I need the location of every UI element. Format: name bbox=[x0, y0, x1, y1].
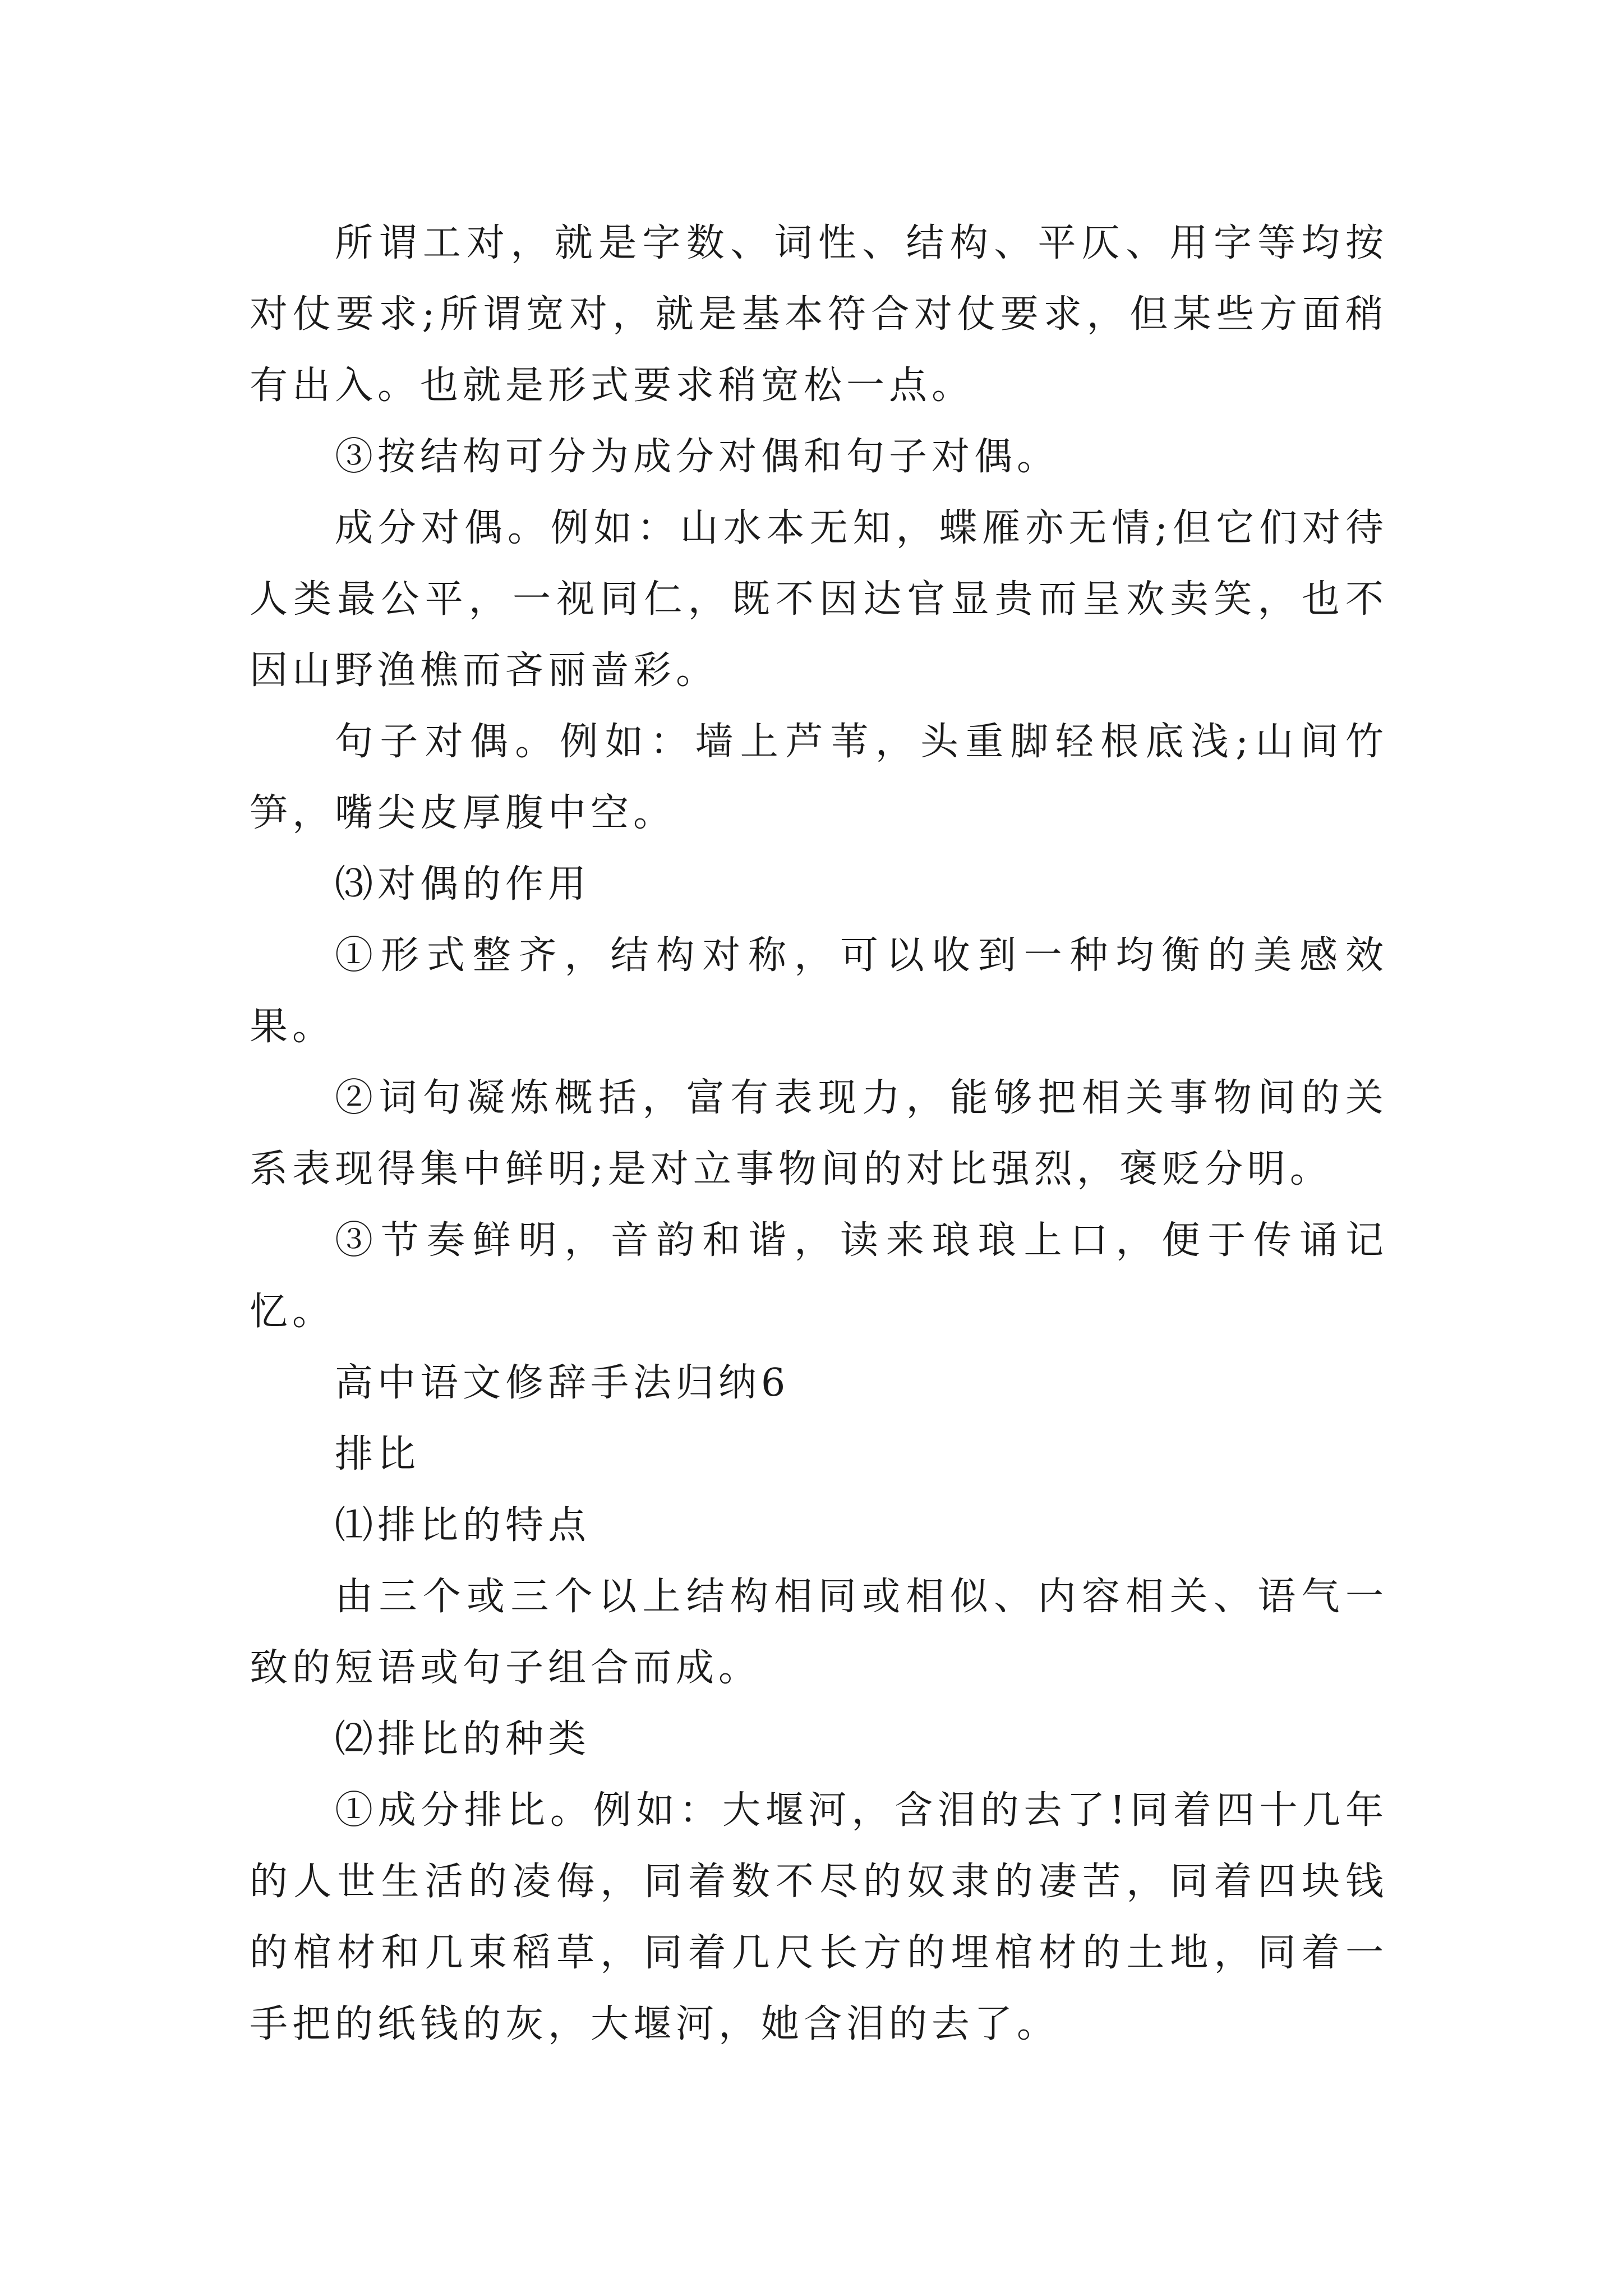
paragraph-component-parallelism: ①成分排比。例如：大堰河，含泪的去了!同着四十几年的人世生活的凌侮，同着数不尽的奴隶的凄苦，同着四块钱的棺材和几束稻草，同着几尺长方的埋棺材的土地，同着一手把的纸钱的灰，大堰河，她含泪的去了。 bbox=[250, 1788, 1388, 2046]
paragraph-function-2: ②词句凝炼概括，富有表现力，能够把相关事物间的关系表现得集中鲜明;是对立事物间的对比强烈，褒贬分明。 bbox=[250, 1076, 1388, 1191]
heading-parallelism-types: ⑵排比的种类 bbox=[335, 1717, 591, 1761]
paragraph-gongdui-kuandui: 所谓工对，就是字数、词性、结构、平仄、用字等均按对仗要求;所谓宽对，就是基本符合对仗要求，但某些方面稍有出入。也就是形式要求稍宽松一点。 bbox=[250, 221, 1388, 408]
heading-antithesis-function: ⑶对偶的作用 bbox=[335, 862, 591, 907]
heading-parallelism-features: ⑴排比的特点 bbox=[335, 1503, 591, 1548]
paragraph-component-antithesis: 成分对偶。例如：山水本无知，蝶雁亦无情;但它们对待人类最公平，一视同仁，既不因达官显贵而呈欢卖笑，也不因山野渔樵而吝丽啬彩。 bbox=[250, 506, 1388, 693]
document-body bbox=[250, 208, 1388, 2060]
paragraph-sentence-antithesis: 句子对偶。例如：墙上芦苇，头重脚轻根底浅;山间竹笋，嘴尖皮厚腹中空。 bbox=[250, 720, 1388, 835]
paragraph-function-1: ①形式整齐，结构对称，可以收到一种均衡的美感效果。 bbox=[250, 933, 1388, 1049]
section-title: 高中语文修辞手法归纳6 bbox=[335, 1361, 790, 1405]
paragraph-structure-classification: ③按结构可分为成分对偶和句子对偶。 bbox=[335, 435, 1060, 479]
section-subject: 排比 bbox=[335, 1432, 421, 1476]
paragraph-function-3: ③节奏鲜明，音韵和谐，读来琅琅上口，便于传诵记忆。 bbox=[250, 1218, 1388, 1334]
paragraph-parallelism-definition: 由三个或三个以上结构相同或相似、内容相关、语气一致的短语或句子组合而成。 bbox=[250, 1575, 1388, 1690]
